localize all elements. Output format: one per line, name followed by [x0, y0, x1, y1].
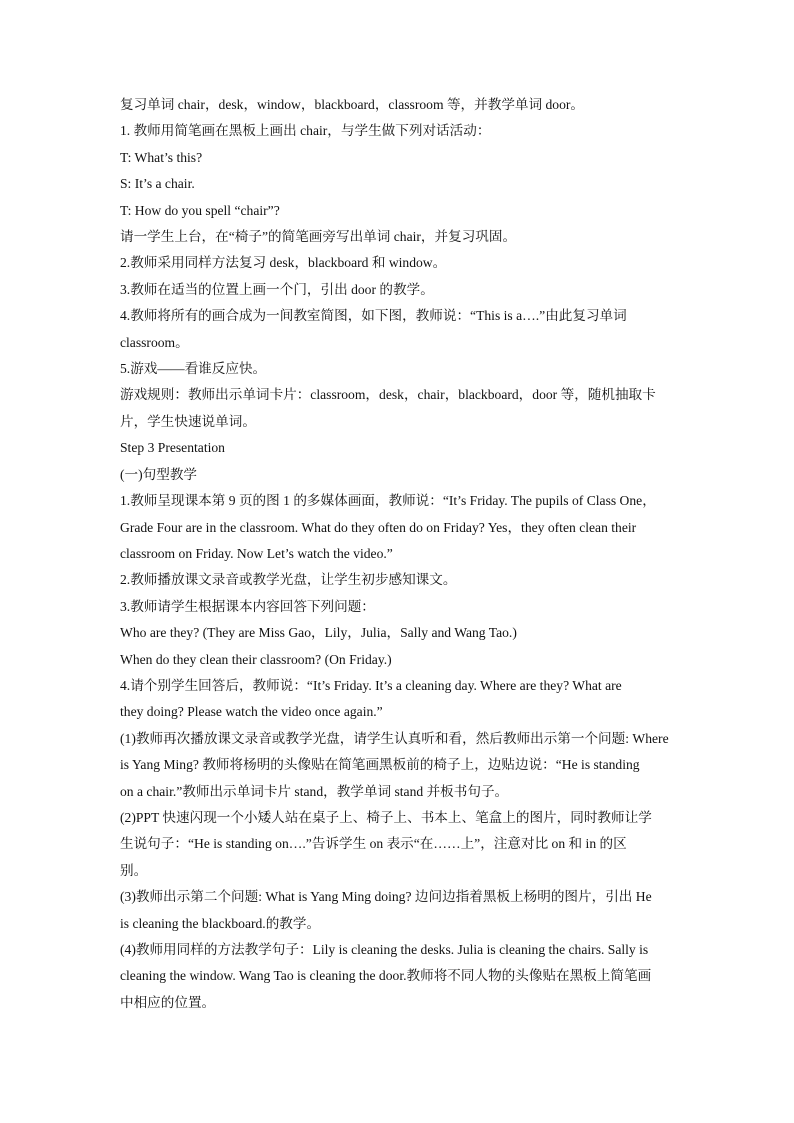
text-line-presentation-3: 3.教师请学生根据课本内容回答下列问题：	[120, 598, 375, 614]
section-heading-presentation: Step 3 Presentation	[120, 440, 225, 456]
text-line-step-5-game: 5.游戏——看谁反应快。	[120, 361, 267, 377]
text-line-presentation-1: 1.教师呈现课本第 9 页的图 1 的多媒体画面，教师说：“It’s Friday. The pupils of Class One，	[120, 493, 656, 509]
dialogue-line-teacher-spell: T: How do you spell “chair”?	[120, 202, 280, 218]
text-line-game-rules: 游戏规则：教师出示单词卡片：classroom，desk，chair，blackboard，door 等，随机抽取卡	[120, 387, 656, 403]
text-line-item-2-cont: 生说句子：“He is standing on….”告诉学生 on 表示“在……上”，注意对比 on 和 in 的区	[120, 836, 627, 852]
dialogue-line-teacher: T: What’s this?	[120, 149, 203, 165]
text-line-presentation-4-cont: they doing? Please watch the video once again.”	[120, 704, 383, 720]
text-line-presentation-2: 2.教师播放课文录音或教学光盘，让学生初步感知课文。	[120, 572, 457, 588]
text-line-review-words: 复习单词 chair，desk，window，blackboard，classroom 等，并教学单词 door。	[120, 97, 585, 112]
text-line-game-rules-cont: 片，学生快速说单词。	[120, 413, 256, 429]
text-line-item-1: (1)教师再次播放课文录音或教学光盘，请学生认真听和看，然后教师出示第一个问题: Where	[120, 730, 669, 746]
text-line-item-4-cont: cleaning the window. Wang Tao is cleaning the door.教师将不同人物的头像贴在黑板上简笔画	[120, 968, 652, 984]
text-line-presentation-1-cont: Grade Four are in the classroom. What do they often do on Friday? Yes，they often clean their	[120, 519, 637, 535]
text-line-step-4: 4.教师将所有的画合成为一间教室简图，如下图，教师说：“This is a….”由此复习单词	[120, 308, 627, 324]
text-line-step-4-cont: classroom。	[120, 334, 189, 350]
dialogue-line-student: S: It’s a chair.	[120, 176, 195, 192]
question-line-who: Who are they? (They are Miss Gao，Lily，Julia，Sally and Wang Tao.)	[120, 625, 517, 641]
text-line-item-1-cont: is Yang Ming? 教师将杨明的头像贴在简笔画黑板前的椅子上，边贴边说：“He is standing	[120, 757, 640, 773]
text-line-step-1: 1. 教师用简笔画在黑板上画出 chair，与学生做下列对话活动：	[120, 123, 491, 139]
text-line-step-3: 3.教师在适当的位置上画一个门，引出 door 的教学。	[120, 281, 434, 297]
text-line-item-3-end: is cleaning the blackboard.的教学。	[120, 915, 321, 931]
text-line-student-writes: 请一学生上台，在“椅子”的简笔画旁写出单词 chair，并复习巩固。	[120, 229, 517, 245]
text-line-item-2: (2)PPT 快速闪现一个小矮人站在桌子上、椅子上、书本上、笔盒上的图片，同时教师让学	[120, 809, 652, 825]
text-line-item-4-end: 中相应的位置。	[120, 994, 216, 1010]
text-line-item-1-end: on a chair.”教师出示单词卡片 stand，教学单词 stand 并板书句子。	[120, 783, 509, 799]
text-line-presentation-1-end: classroom on Friday. Now Let’s watch the video.”	[120, 545, 393, 561]
text-line-item-2-end: 别。	[120, 862, 148, 878]
text-line-step-2: 2.教师采用同样方法复习 desk，blackboard 和 window。	[120, 255, 447, 271]
text-line-presentation-4: 4.请个别学生回答后，教师说：“It’s Friday. It’s a cleaning day. Where are they? What are	[120, 677, 622, 693]
text-line-item-3: (3)教师出示第二个问题: What is Yang Ming doing? 边问边指着黑板上杨明的图片，引出 He	[120, 889, 652, 905]
subsection-heading-sentence-teaching: (一)句型教学	[120, 466, 198, 482]
question-line-when: When do they clean their classroom? (On Friday.)	[120, 651, 392, 667]
text-line-item-4: (4)教师用同样的方法教学句子：Lily is cleaning the desks. Julia is cleaning the chairs. Sally is	[120, 942, 649, 957]
